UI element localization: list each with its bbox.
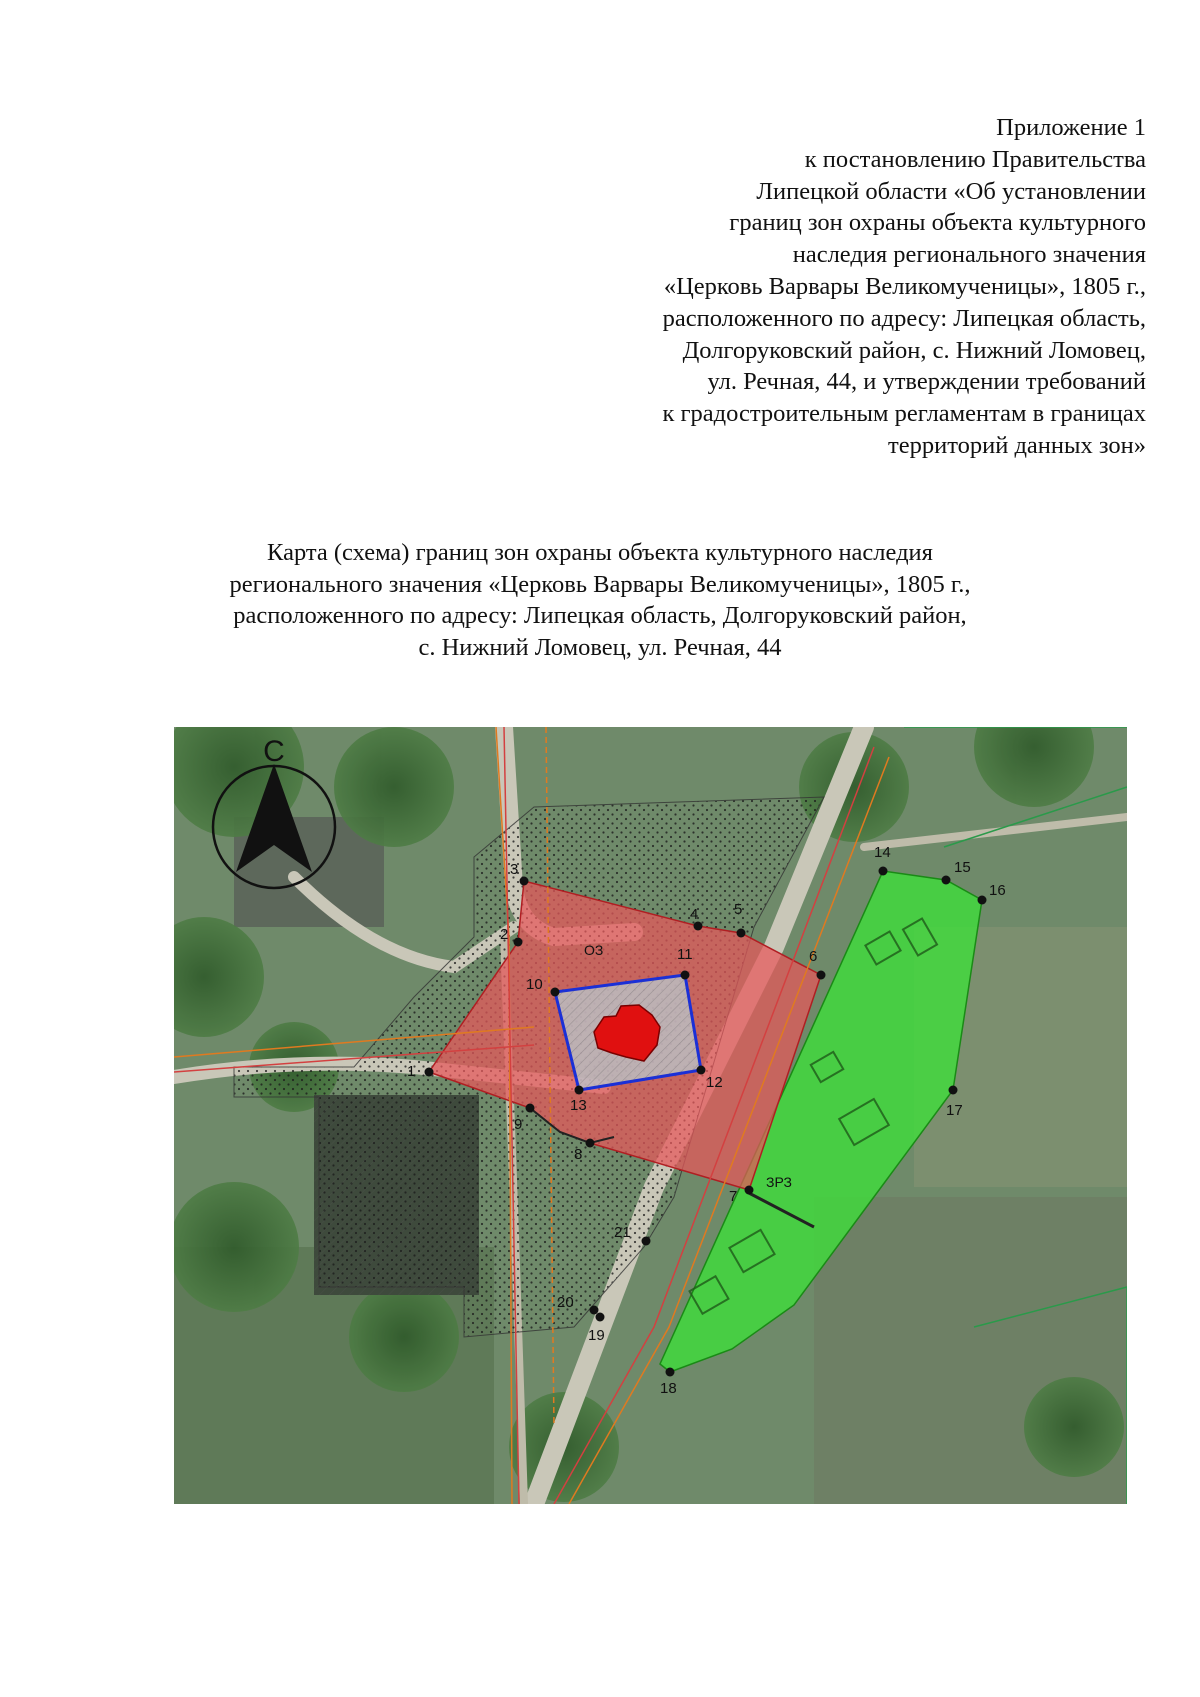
appendix-line: расположенного по адресу: Липецкая область, bbox=[662, 304, 1146, 332]
svg-text:2: 2 bbox=[500, 926, 509, 943]
svg-text:17: 17 bbox=[946, 1102, 963, 1119]
hatched-area bbox=[314, 1095, 479, 1295]
svg-text:21: 21 bbox=[614, 1224, 631, 1241]
appendix-line: к постановлению Правительства bbox=[804, 145, 1146, 173]
map-title-line: Карта (схема) границ зон охраны объекта культурного наследия bbox=[267, 539, 933, 566]
svg-text:3: 3 bbox=[510, 861, 519, 878]
appendix-line: Приложение 1 bbox=[996, 114, 1146, 141]
svg-text:18: 18 bbox=[660, 1380, 677, 1397]
map-title-line: расположенного по адресу: Липецкая область, Долгоруковский район, bbox=[233, 602, 967, 630]
oz-zone-label: ОЗ bbox=[584, 942, 604, 958]
svg-text:15: 15 bbox=[954, 859, 971, 876]
appendix-line: границ зон охраны объекта культурного bbox=[729, 209, 1146, 237]
svg-text:1: 1 bbox=[407, 1063, 416, 1080]
svg-text:11: 11 bbox=[677, 946, 693, 963]
map-title bbox=[0, 537, 1200, 663]
svg-text:4: 4 bbox=[690, 906, 699, 923]
map-title-line: регионального значения «Церковь Варвары Великомученицы», 1805 г., bbox=[229, 570, 971, 598]
appendix-line: наследия регионального значения bbox=[792, 241, 1146, 269]
appendix-line: ул. Речная, 44, и утверждении требований bbox=[707, 368, 1146, 396]
svg-text:16: 16 bbox=[989, 882, 1006, 899]
appendix-line: Долгоруковский район, с. Нижний Ломовец, bbox=[682, 336, 1146, 364]
zones-map bbox=[174, 727, 1127, 1504]
svg-text:12: 12 bbox=[706, 1074, 723, 1091]
svg-text:7: 7 bbox=[729, 1188, 738, 1205]
svg-text:5: 5 bbox=[734, 901, 743, 918]
appendix-line: территорий данных зон» bbox=[888, 431, 1146, 459]
svg-text:8: 8 bbox=[574, 1146, 583, 1163]
appendix-line: Липецкой области «Об установлении bbox=[756, 177, 1146, 205]
svg-text:13: 13 bbox=[570, 1097, 587, 1114]
map-title-line: с. Нижний Ломовец, ул. Речная, 44 bbox=[418, 633, 782, 661]
appendix-line: «Церковь Варвары Великомученицы», 1805 г., bbox=[663, 272, 1146, 300]
svg-text:14: 14 bbox=[874, 844, 891, 861]
svg-text:19: 19 bbox=[588, 1327, 605, 1344]
svg-text:10: 10 bbox=[526, 976, 543, 993]
svg-text:20: 20 bbox=[557, 1294, 574, 1311]
zrz-zone-label: ЗРЗ bbox=[766, 1174, 792, 1190]
svg-text:6: 6 bbox=[809, 948, 818, 965]
north-label: С bbox=[263, 735, 285, 768]
svg-text:9: 9 bbox=[514, 1116, 523, 1133]
appendix-header bbox=[506, 112, 1146, 462]
appendix-line: к градостроительным регламентам в границах bbox=[662, 400, 1146, 428]
